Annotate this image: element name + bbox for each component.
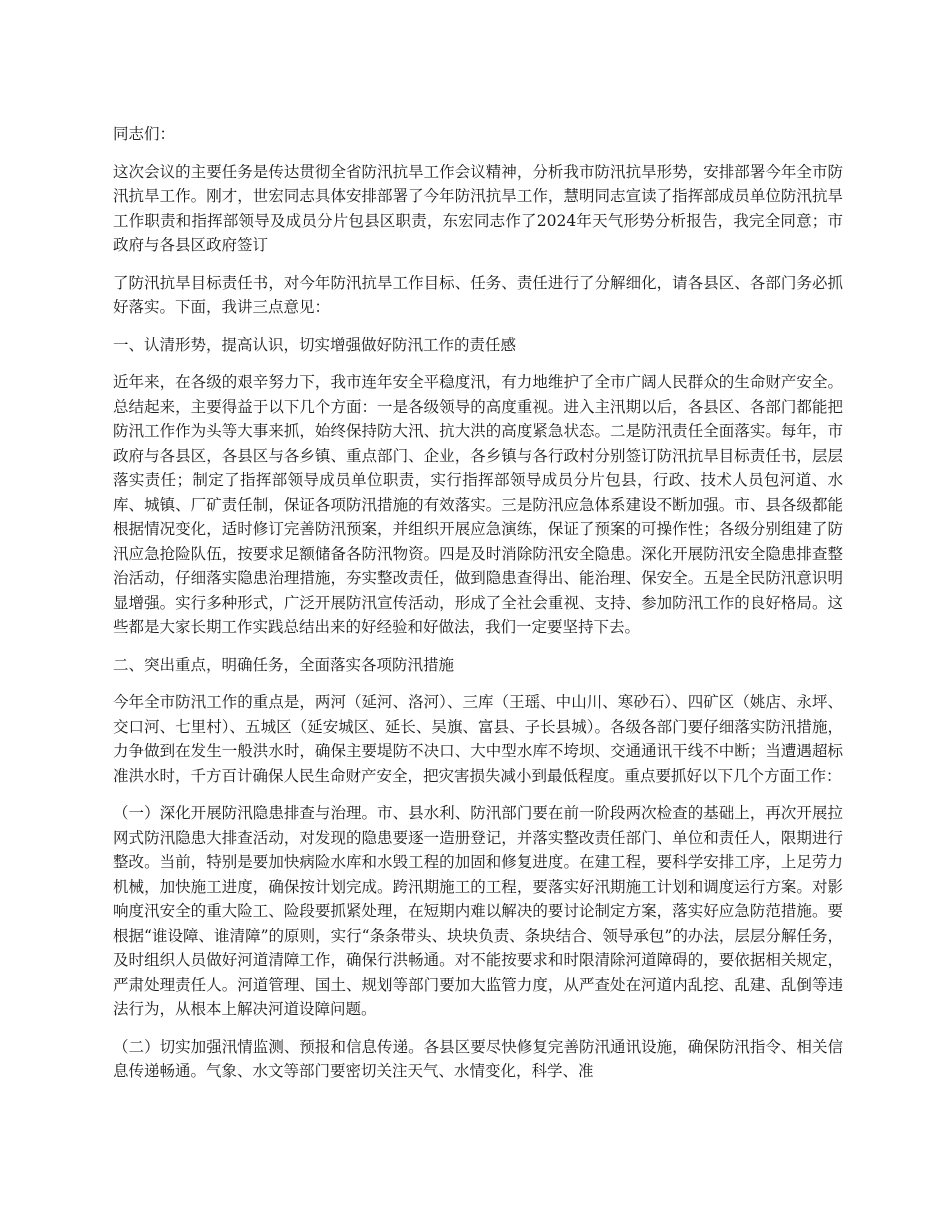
paragraph-intro-continued: 了防汛抗旱目标责任书，对今年防汛抗旱工作目标、任务、责任进行了分解细化，请各县区、各部门务必抓好落实。下面，我讲三点意见： bbox=[113, 273, 843, 316]
section-heading-2: 二、突出重点，明确任务，全面落实各项防汛措施 bbox=[113, 655, 455, 674]
paragraph-subsection-1: （一）深化开展防汛隐患排查与治理。市、县水利、防汛部门要在前一阶段两次检查的基础上，再次开展拉网式防汛隐患大排查活动，对发现的隐患要逐一造册登记，并落实整改责任部门、单位和责任人，限期进行整改。当前，特别是要加快病险水库和水毁工程的加固和修复进度。在建工程，要科学安排工序，上足劳力机械，加快施工进度，确保按计划完成。跨汛期施工的工程，要落实好汛期施工计划和调度运行方案。对影响度汛安全的重大险工、险段要抓紧处理，在短期内难以解决的要讨论制定方案，落实好应急防范措施。要根据“谁设障、谁清障”的原则，实行“条条带头、块块负责、条块结合、领导承包”的办法，层层分解任务，及时组织人员做好河道清障工作，确保行洪畅通。对不能按要求和时限清除河道障碍的，要依据相关规定，严肃处理责任人。河道管理、国土、规划等部门要加大监管力度，从严查处在河道内乱挖、乱建、乱倒等违法行为，从根本上解决河道设障问题。 bbox=[113, 804, 843, 1018]
section-heading-1: 一、认清形势，提高认识，切实增强做好防汛工作的责任感 bbox=[113, 335, 517, 354]
paragraph-intro: 这次会议的主要任务是传达贯彻全省防汛抗旱工作会议精神，分析我市防汛抗旱形势，安排部署今年全市防汛抗旱工作。刚才，世宏同志具体安排部署了今年防汛抗旱工作，慧明同志宣读了指挥部成员单位防汛抗旱工作职责和指挥部领导及成员分片包县区职责，东宏同志作了2024年天气形势分析报告，我完全同意；市政府与各县区政府签订 bbox=[113, 162, 843, 254]
document-page bbox=[113, 122, 843, 1097]
paragraph-subsection-2: （二）切实加强汛情监测、预报和信息传递。各县区要尽快修复完善防汛通讯设施，确保防汛指令、相关信息传递畅通。气象、水文等部门要密切关注天气、水情变化，科学、准 bbox=[113, 1037, 843, 1080]
paragraph-section-2: 今年全市防汛工作的重点是，两河（延河、洛河）、三库（王瑶、中山川、寒砂石）、四矿区（姚店、永坪、交口河、七里村）、五城区（延安城区、延长、吴旗、富县、子长县城）。各级各部门要仔细落实防汛措施，力争做到在发生一般洪水时，确保主要堤防不决口、大中型水库不垮坝、交通通讯干线不中断；当遭遇超标准洪水时，千方百计确保人民生命财产安全，把灾害损失减小到最低程度。重点要抓好以下几个方面工作： bbox=[113, 693, 843, 785]
paragraph-section-1: 近年来，在各级的艰辛努力下，我市连年安全平稳度汛，有力地维护了全市广阔人民群众的生命财产安全。总结起来，主要得益于以下几个方面：一是各级领导的高度重视。进入主汛期以后，各县区、各部门都能把防汛工作作为头等大事来抓，始终保持防大汛、抗大洪的高度紧急状态。二是防汛责任全面落实。每年，市政府与各县区，各县区与各乡镇、重点部门、企业，各乡镇与各行政村分别签订防汛抗旱目标责任书，层层落实责任；制定了指挥部领导成员单位职责，实行指挥部领导成员分片包县，行政、技术人员包河道、水库、城镇、厂矿责任制，保证各项防汛措施的有效落实。三是防汛应急体系建设不断加强。市、县各级都能根据情况变化，适时修订完善防汛预案，并组织开展应急演练，保证了预案的可操作性；各级分别组建了防汛应急抢险队伍，按要求足额储备各防汛物资。四是及时消除防汛安全隐患。深化开展防汛安全隐患排查整治活动，仔细落实隐患治理措施，夯实整改责任，做到隐患查得出、能治理、保安全。五是全民防汛意识明显增强。实行多种形式，广泛开展防汛宣传活动，形成了全社会重视、支持、参加防汛工作的良好格局。这些都是大家长期工作实践总结出来的好经验和好做法，我们一定要坚持下去。 bbox=[113, 373, 843, 636]
salutation: 同志们： bbox=[113, 125, 176, 143]
